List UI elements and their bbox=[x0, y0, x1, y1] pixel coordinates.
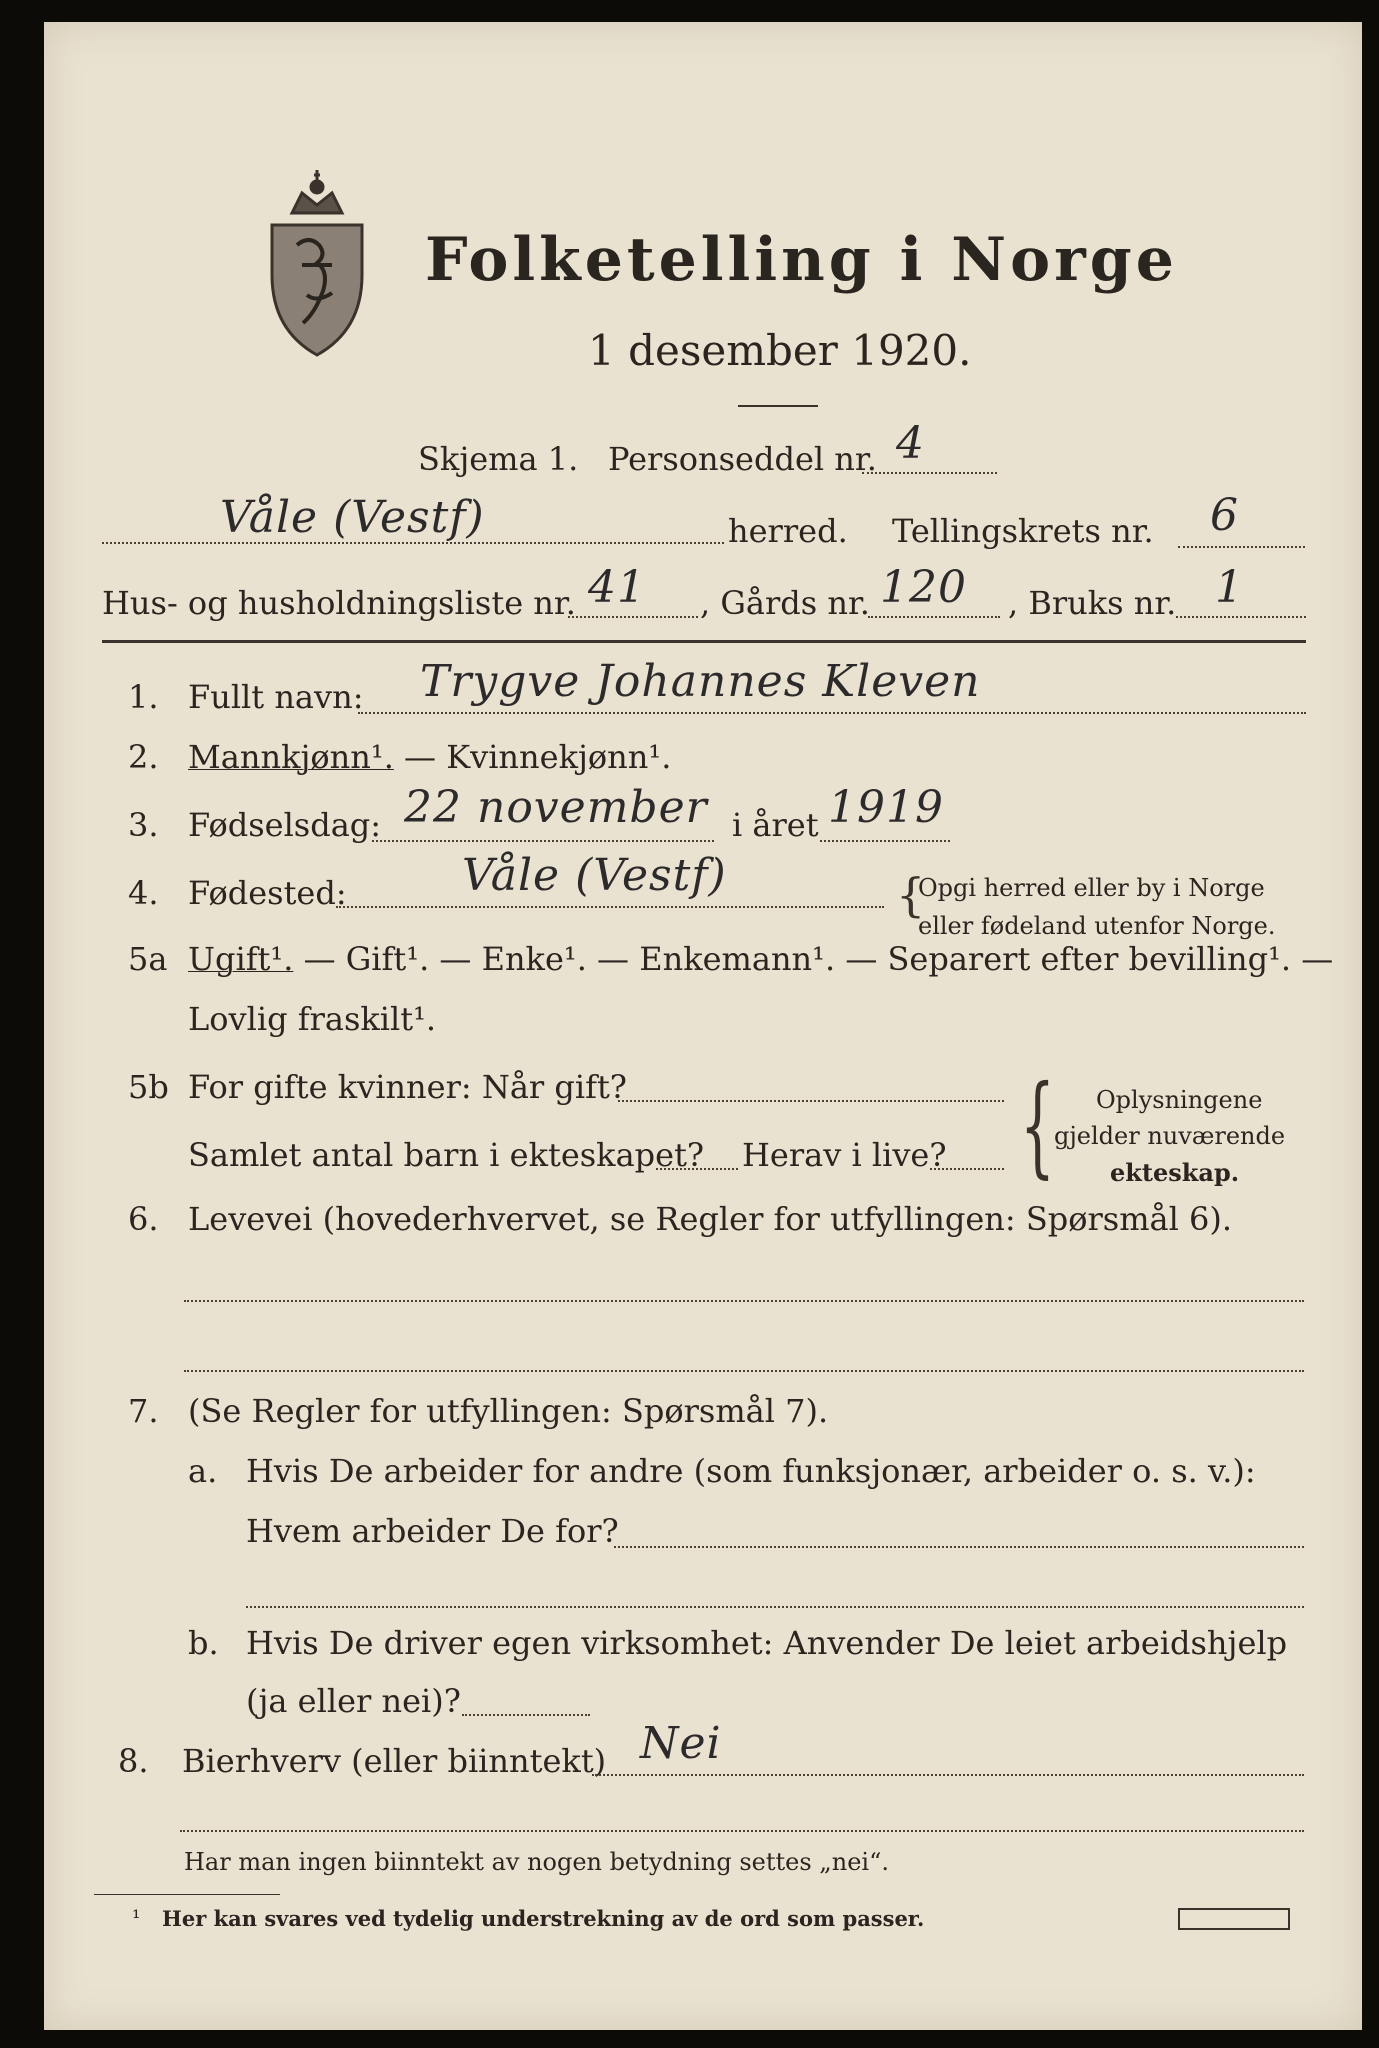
q7a-letter: a. bbox=[188, 1452, 218, 1490]
printer-stamp bbox=[1178, 1908, 1290, 1930]
q5b-married-field-line bbox=[618, 1100, 1004, 1102]
q5a-line2[interactable]: Lovlig fraskilt¹. bbox=[188, 1000, 437, 1038]
q7b-field-line bbox=[462, 1714, 590, 1716]
q6-number: 6. bbox=[128, 1200, 159, 1238]
husliste-field-line bbox=[568, 616, 698, 618]
q8-field-line-2 bbox=[180, 1830, 1304, 1832]
q4-note-line1: Opgi herred eller by i Norge bbox=[918, 874, 1265, 902]
q5b-children-field-line bbox=[656, 1168, 738, 1170]
footnote-marker: ¹ bbox=[132, 1906, 141, 1930]
form-title: Folketelling i Norge bbox=[425, 225, 1178, 295]
q5b-label2: Samlet antal barn i ekteskapet? bbox=[188, 1136, 705, 1174]
herred-label: herred. bbox=[728, 512, 848, 550]
q5b-number: 5b bbox=[128, 1068, 169, 1106]
q5a-number: 5a bbox=[128, 940, 168, 978]
q7a-field-line-1 bbox=[614, 1546, 1304, 1548]
header-divider bbox=[102, 640, 1306, 643]
tellingskrets-value[interactable]: 6 bbox=[1210, 490, 1239, 541]
gards-value[interactable]: 120 bbox=[880, 562, 967, 613]
q1-number: 1. bbox=[128, 678, 159, 716]
footnote-divider bbox=[94, 1894, 280, 1895]
q4-note-brace: { bbox=[896, 868, 926, 922]
personseddel-label: Personseddel nr. bbox=[608, 440, 877, 478]
q3-number: 3. bbox=[128, 806, 159, 844]
q6-label: Levevei (hovederhvervet, se Regler for utfyllingen: Spørsmål 6). bbox=[188, 1200, 1233, 1238]
census-date: 1 desember 1920. bbox=[588, 326, 972, 375]
q1-label: Fullt navn: bbox=[188, 678, 364, 716]
gards-label: , Gårds nr. bbox=[700, 584, 870, 622]
q4-number: 4. bbox=[128, 874, 159, 912]
schema-label: Skjema 1. bbox=[418, 440, 579, 478]
q5a-other-options[interactable]: — Gift¹. — Enke¹. — Enkemann¹. — Separert efter bevilling¹. — bbox=[293, 940, 1334, 978]
q5b-note-brace: { bbox=[1020, 1061, 1055, 1189]
q2-separator: — bbox=[393, 738, 447, 776]
q2-options bbox=[188, 738, 671, 776]
q3-answer-year[interactable]: 1919 bbox=[828, 782, 944, 833]
q5a-ugift-option[interactable]: Ugift¹. bbox=[188, 940, 294, 978]
q4-note-line2: eller fødeland utenfor Norge. bbox=[918, 912, 1276, 940]
q4-label: Fødested: bbox=[188, 874, 347, 912]
q8-number: 8. bbox=[118, 1742, 149, 1780]
husliste-label: Hus- og husholdningsliste nr. bbox=[102, 584, 576, 622]
q8-answer[interactable]: Nei bbox=[640, 1718, 722, 1769]
q8-field-line-1 bbox=[592, 1774, 1304, 1776]
q2-number: 2. bbox=[128, 738, 159, 776]
bruks-field-line bbox=[1176, 616, 1306, 618]
q3-year-label: i året bbox=[732, 806, 819, 844]
q3-date-field-line bbox=[372, 840, 714, 842]
q5b-label3: Herav i live? bbox=[742, 1136, 947, 1174]
q2-male-option[interactable]: Mannkjønn¹. bbox=[188, 738, 394, 776]
q6-field-line-2 bbox=[184, 1370, 1304, 1372]
q7a-label: Hvis De arbeider for andre (som funksjonær, arbeider o. s. v.): bbox=[246, 1452, 1256, 1490]
q7b-label: Hvis De driver egen virksomhet: Anvender De leiet arbeidshjelp bbox=[246, 1624, 1288, 1662]
q3-year-field-line bbox=[820, 840, 950, 842]
q7-label: (Se Regler for utfyllingen: Spørsmål 7). bbox=[188, 1392, 829, 1430]
q7-number: 7. bbox=[128, 1392, 159, 1430]
footnote-text: Her kan svares ved tydelig understrekning av de ord som passer. bbox=[162, 1906, 925, 1931]
bruks-value[interactable]: 1 bbox=[1215, 562, 1244, 613]
q4-answer[interactable]: Våle (Vestf) bbox=[462, 850, 727, 901]
personseddel-field-line bbox=[862, 472, 997, 474]
q5b-note-line3: ekteskap. bbox=[1110, 1158, 1240, 1187]
q2-female-option[interactable]: Kvinnekjønn¹. bbox=[446, 738, 672, 776]
q5b-alive-field-line bbox=[930, 1168, 1004, 1170]
q1-answer[interactable]: Trygve Johannes Kleven bbox=[420, 656, 981, 707]
herred-value[interactable]: Våle (Vestf) bbox=[220, 492, 485, 543]
q5b-label1: For gifte kvinner: Når gift? bbox=[188, 1068, 627, 1106]
q7a-question: Hvem arbeider De for? bbox=[246, 1512, 619, 1550]
q3-answer-date[interactable]: 22 november bbox=[404, 782, 708, 833]
q7a-field-line-2 bbox=[246, 1606, 1304, 1608]
husliste-value[interactable]: 41 bbox=[588, 562, 646, 613]
title-divider bbox=[738, 405, 818, 407]
q3-label: Fødselsdag: bbox=[188, 806, 382, 844]
q8-label: Bierhverv (eller biinntekt) bbox=[182, 1742, 607, 1780]
q6-field-line-1 bbox=[184, 1300, 1304, 1302]
tellingskrets-field-line bbox=[1178, 546, 1305, 548]
bruks-label: , Bruks nr. bbox=[1008, 584, 1177, 622]
coat-of-arms-emblem bbox=[262, 165, 372, 369]
tellingskrets-label: Tellingskrets nr. bbox=[892, 512, 1154, 550]
q1-field-line bbox=[358, 712, 1306, 714]
personseddel-value[interactable]: 4 bbox=[896, 418, 925, 469]
q5b-note-line1: Oplysningene bbox=[1096, 1086, 1263, 1114]
q5a-options bbox=[188, 940, 1333, 978]
q7b-letter: b. bbox=[188, 1624, 219, 1662]
q5b-note-line2: gjelder nuværende bbox=[1054, 1122, 1286, 1150]
q4-field-line bbox=[336, 906, 884, 908]
gards-field-line bbox=[868, 616, 1000, 618]
footer-note: Har man ingen biinntekt av nogen betydning settes „nei“. bbox=[184, 1848, 889, 1876]
q7b-question: (ja eller nei)? bbox=[246, 1682, 461, 1720]
